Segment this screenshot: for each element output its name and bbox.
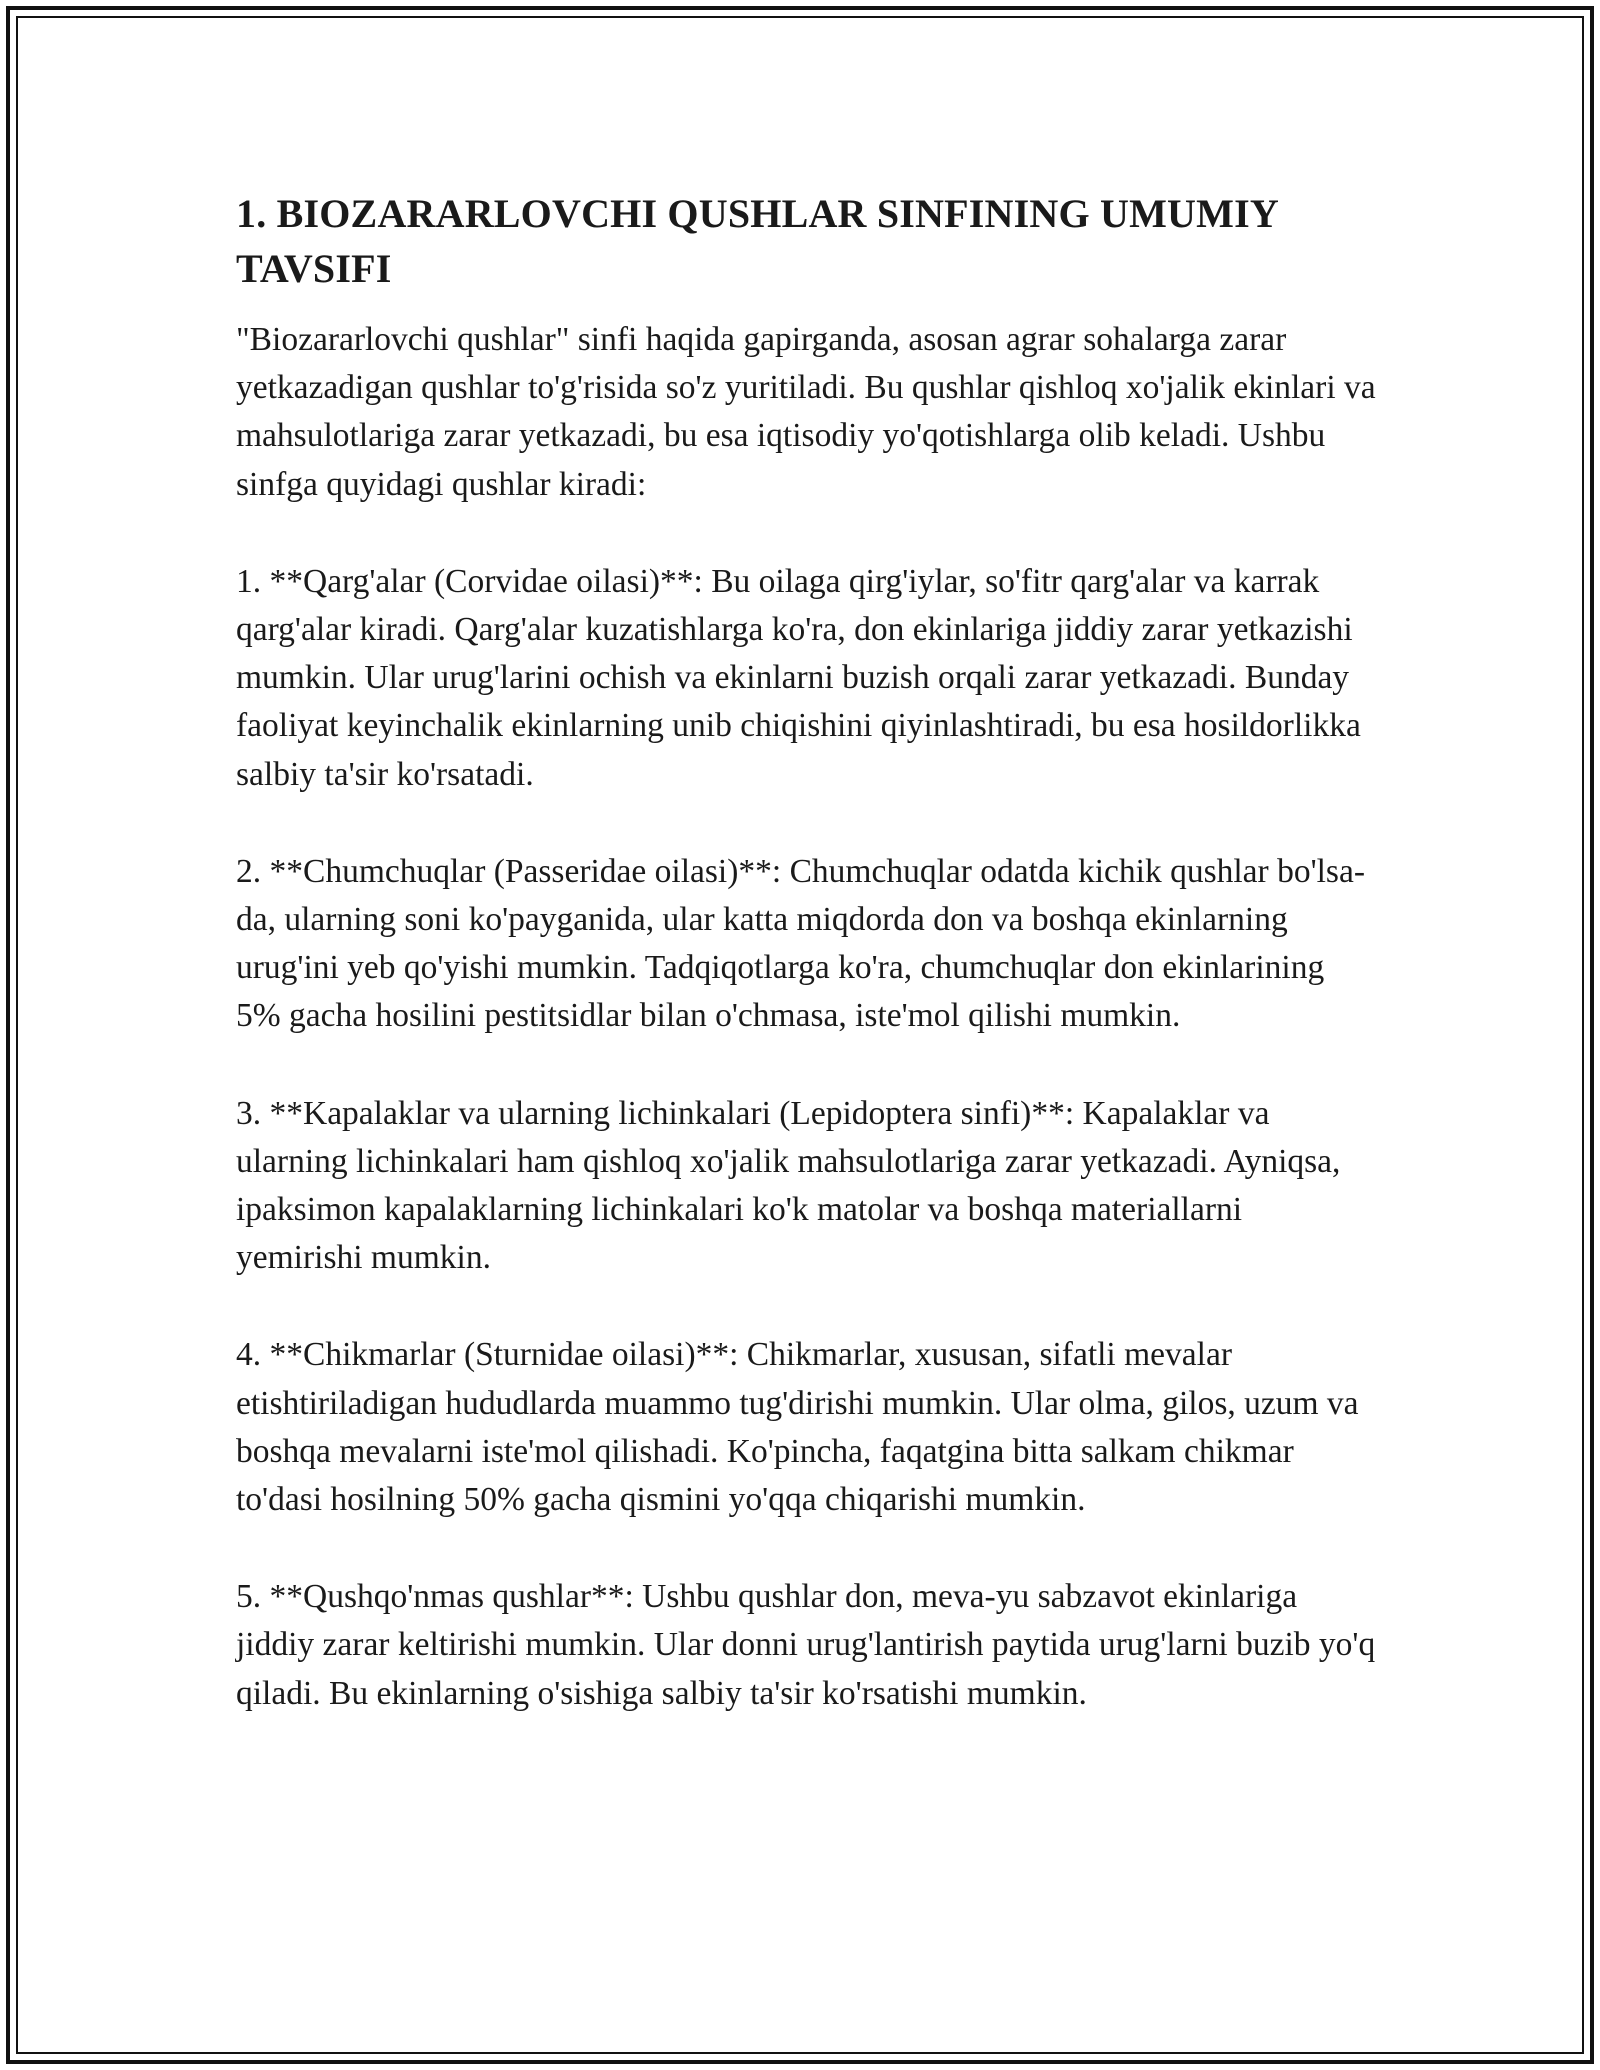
list-item-passeridae: 2. **Chumchuqlar (Passeridae oilasi)**: Chumchuqlar odatda kichik qushlar bo'lsa-da, ularning soni ko'payganida, ular katta miqdorda don va boshqa ekinlarning urug'ini yeb qo'yishi mumkin. Tadqiqotlarga ko'ra, chumchuqlar don ekinlarining 5% gacha hosilini pestitsidlar bilan o'chmasa, iste'mol qilishi mumkin.	[236, 852, 1365, 1035]
list-item-lepidoptera: 3. **Kapalaklar va ularning lichinkalari (Lepidoptera sinfi)**: Kapalaklar va ularning lichinkalari ham qishloq xo'jalik mahsulotlariga zarar yetkazadi. Ayniqsa, ipaksimon kapalaklarning lichinkalari ko'k matolar va boshqa materiallarni yemirishi mumkin.	[236, 1094, 1341, 1277]
intro-paragraph: "Biozararlovchi qushlar" sinfi haqida gapirganda, asosan agrar sohalarga zarar yetkazadigan qushlar to'g'risida so'z yuritiladi. Bu qushlar qishloq xo'jalik ekinlari va mahsulotlariga zarar yetkazadi, bu esa iqtisodiy yo'qotishlarga olib keladi. Ushbu sinfga quyidagi qushlar kiradi:	[236, 321, 1376, 503]
list-item-sturnidae: 4. **Chikmarlar (Sturnidae oilasi)**: Chikmarlar, xususan, sifatli mevalar etishtiriladigan hududlarda muammo tug'dirishi mumkin. Ular olma, gilos, uzum va boshqa mevalarni iste'mol qilishadi. Ko'pincha, faqatgina bitta salkam chikmar to'dasi hosilning 50% gacha qismini yo'qqa chiqarishi mumkin.	[236, 1336, 1359, 1519]
list-item-corvidae: 1. **Qarg'alar (Corvidae oilasi)**: Bu oilaga qirg'iylar, so'fitr qarg'alar va karrak qarg'alar kiradi. Qarg'alar kuzatishlarga ko'ra, don ekinlariga jiddiy zarar yetkazishi mumkin. Ular urug'larini ochish va ekinlarni buzish orqali zarar yetkazadi. Bunday faoliyat keyinchalik ekinlarning unib chiqishini qiyinlashtiradi, bu esa hosildorlikka salbiy ta'sir ko'rsatadi.	[236, 562, 1361, 793]
document-body	[236, 186, 1376, 1767]
document-title: 1. BIOZARARLOVCHI QUSHLAR SINFINING UMUMIY TAVSIFI	[236, 191, 1278, 291]
list-item-qushqonmas: 5. **Qushqo'nmas qushlar**: Ushbu qushlar don, meva-yu sabzavot ekinlariga jiddiy zarar keltirishi mumkin. Ular donni urug'lantirish paytida urug'larni buzib yo'q qiladi. Bu ekinlarning o'sishiga salbiy ta'sir ko'rsatishi mumkin.	[236, 1578, 1376, 1712]
